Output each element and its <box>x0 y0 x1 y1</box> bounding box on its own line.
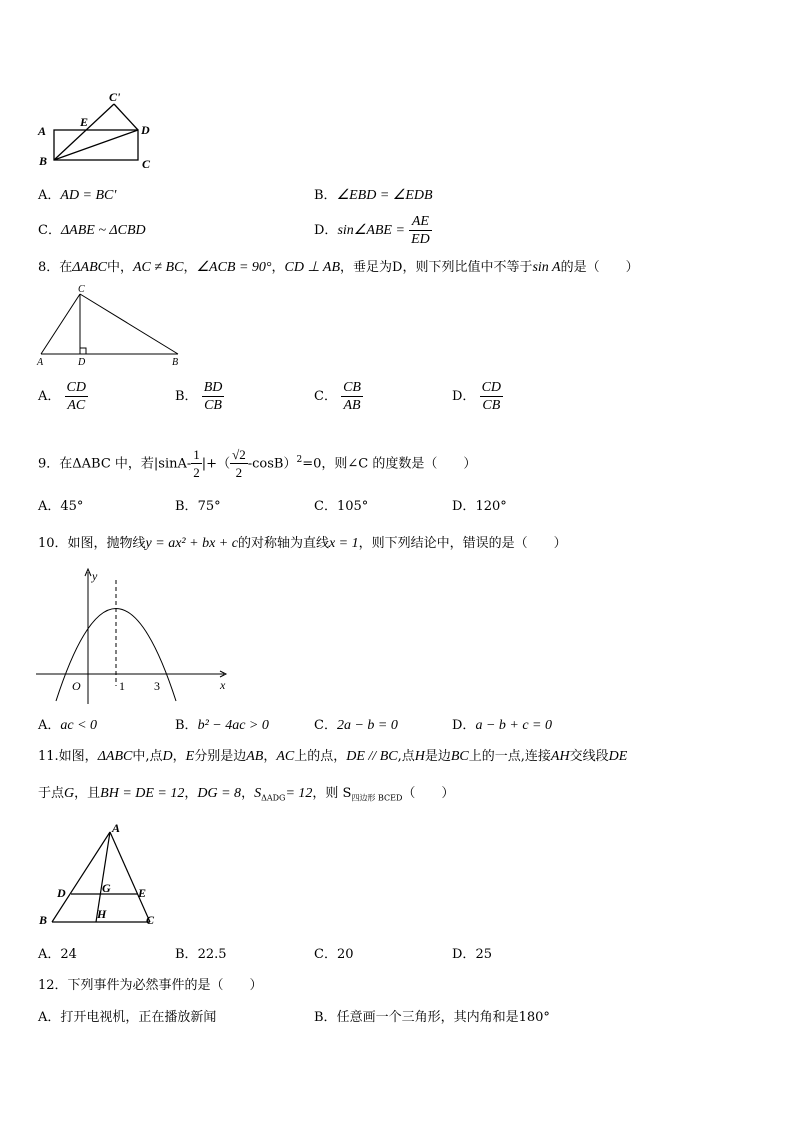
q11-stem-line2: 于点G，且BH = DE = 12，DG = 8，$S_{\Delta ADG}= 12$，则 $S_{四边形 BCED}$（ ） <box>38 786 455 803</box>
q10-figure <box>36 566 236 706</box>
q7-label-cprime: C' <box>109 90 121 104</box>
q8-option-d[interactable]: D． $\frac{CD}{CB}$ <box>452 380 502 413</box>
q10-option-d[interactable]: D．a − b + c = 0 <box>452 718 552 733</box>
q10-label-o: O <box>72 679 81 693</box>
q7-figure <box>34 88 164 172</box>
q9-option-a[interactable]: A．45° <box>38 499 84 514</box>
q11-label-b: B <box>39 913 48 927</box>
q8-option-a[interactable]: A． $\frac{CD}{AC}$ <box>38 380 86 413</box>
option-text: AD = BC' <box>60 188 117 203</box>
q10-label-y: y <box>92 569 98 583</box>
q11-label-e: E <box>138 886 147 900</box>
option-text: ΔABE ~ ΔCBD <box>60 223 146 238</box>
q9-option-b[interactable]: B．75° <box>175 499 221 514</box>
q11-label-a: A <box>112 821 121 835</box>
q8-label-a: A <box>37 357 44 368</box>
fraction <box>409 213 432 248</box>
q7-label-c: C <box>142 157 151 171</box>
q11-label-d: D <box>57 886 66 900</box>
q8-stem: 8．在ΔABC中，AC ≠ BC，∠ACB = 90°，CD ⊥ AB，垂足为D，则下列比值中不等于sin A的是（ ） <box>38 260 639 275</box>
q11-option-a[interactable]: A．24 <box>38 947 77 962</box>
option-letter: B． <box>314 188 337 203</box>
q7-option-d[interactable] <box>314 212 432 250</box>
option-letter: A． <box>38 188 61 203</box>
denominator: ED <box>411 232 430 247</box>
q11-figure <box>36 818 166 930</box>
q7-option-c[interactable] <box>38 222 146 240</box>
option-text: ∠EBD = ∠EDB <box>336 188 433 203</box>
q7-label-a: A <box>38 124 47 138</box>
q10-stem: 10．如图，抛物线y = ax² + bx + c的对称轴为直线x = 1，则下列结论中，错误的是（ ） <box>38 536 567 551</box>
q8-label-b: B <box>172 357 179 368</box>
option-letter: C． <box>38 223 61 238</box>
option-letter: D． <box>314 223 338 238</box>
q7-option-b[interactable] <box>314 187 433 205</box>
q11-option-c[interactable]: C．20 <box>314 947 354 962</box>
q12-option-b[interactable]: B．任意画一个三角形，其内角和是180° <box>314 1010 550 1025</box>
q9-stem: 9．在ΔABC 中，若|sinA- $\frac{1}{2}$ |+（ $\frac{√2}{2}$ -cosB）$^2$=0，则∠C 的度数是（ ） <box>38 447 477 481</box>
q12-option-a[interactable]: A．打开电视机，正在播放新闻 <box>38 1010 217 1025</box>
q7-option-a[interactable] <box>38 187 116 205</box>
q8-label-c: C <box>78 284 85 295</box>
q10-option-b[interactable]: B．b² − 4ac > 0 <box>175 718 269 733</box>
q11-option-d[interactable]: D．25 <box>452 947 492 962</box>
q7-label-b: B <box>39 154 48 168</box>
numerator: AE <box>409 213 432 231</box>
q12-stem: 12．下列事件为必然事件的是（ ） <box>38 978 263 993</box>
q9-option-d[interactable]: D．120° <box>452 499 507 514</box>
q8-option-b[interactable]: B． $\frac{BD}{CB}$ <box>175 380 223 413</box>
q8-option-c[interactable]: C． $\frac{CB}{AB}$ <box>314 380 361 413</box>
q10-label-1: 1 <box>119 679 125 693</box>
q11-label-c: C <box>146 913 155 927</box>
q8-label-d: D <box>78 357 86 368</box>
q8-figure <box>36 282 186 368</box>
q7-label-d: D <box>141 123 150 137</box>
q11-option-b[interactable]: B．22.5 <box>175 947 227 962</box>
q7-label-e: E <box>80 115 89 129</box>
q9-option-c[interactable]: C．105° <box>314 499 369 514</box>
q11-label-h: H <box>97 907 107 921</box>
q10-label-3: 3 <box>154 679 160 693</box>
option-text: sin∠ABE = <box>337 223 405 238</box>
q11-label-g: G <box>102 881 111 895</box>
q10-option-c[interactable]: C．2a − b = 0 <box>314 718 398 733</box>
q10-option-a[interactable]: A．ac < 0 <box>38 718 98 733</box>
q11-stem-line1: 11.如图，ΔABC中,点D，E分别是边AB，AC上的点，DE // BC,点H是边BC上的一点,连接AH交线段DE <box>38 749 628 764</box>
q10-label-x: x <box>220 678 226 692</box>
